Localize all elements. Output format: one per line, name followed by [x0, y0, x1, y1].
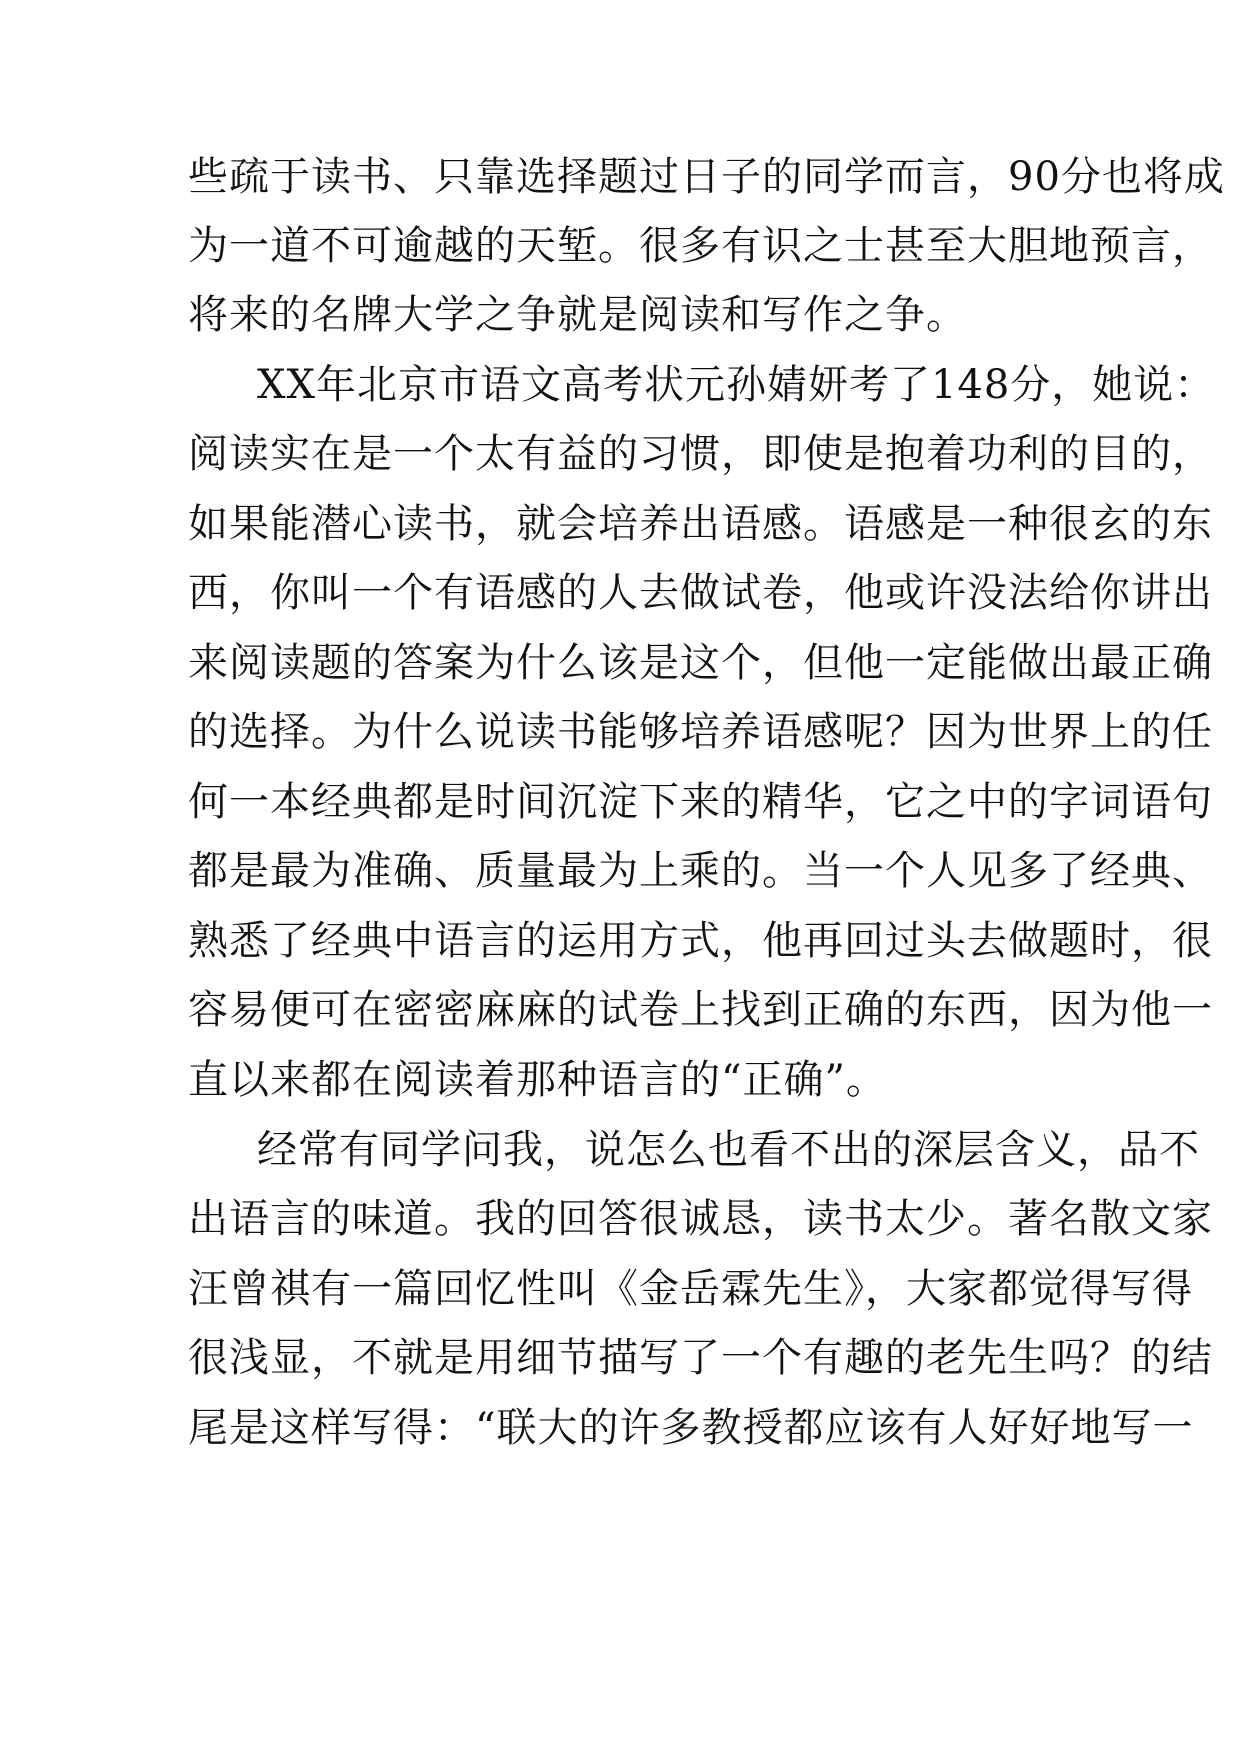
- text-line-12: 熟悉了经典中语言的运用方式，他再回过头去做题时，很: [188, 918, 1213, 964]
- paragraph-start-line-4: XX年北京市语文高考状元孙婧妍考了148分，她说：: [257, 362, 1216, 408]
- text-line-10: 何一本经典都是时间沉淀下来的精华，它之中的字词语句: [188, 779, 1213, 825]
- text-line-11: 都是最为准确、质量最为上乘的。当一个人见多了经典、: [188, 848, 1213, 894]
- text-line-9: 的选择。为什么说读书能够培养语感呢？因为世界上的任: [188, 709, 1213, 755]
- text-line-16: 出语言的味道。我的回答很诚恳，读书太少。著名散文家: [188, 1196, 1213, 1242]
- text-line-2: 为一道不可逾越的天堑。很多有识之士甚至大胆地预言，: [188, 223, 1213, 269]
- text-line-18: 很浅显，不就是用细节描写了一个有趣的老先生吗？的结: [188, 1335, 1213, 1381]
- text-line-13: 容易便可在密密麻麻的试卷上找到正确的东西，因为他一: [188, 987, 1213, 1033]
- text-line-17: 汪曾祺有一篇回忆性叫《金岳霖先生》，大家都觉得写得: [188, 1266, 1193, 1312]
- text-line-3: 将来的名牌大学之争就是阅读和写作之争。: [188, 292, 967, 338]
- text-line-7: 西，你叫一个有语感的人去做试卷，他或许没法给你讲出: [188, 570, 1213, 616]
- text-line-5: 阅读实在是一个太有益的习惯，即使是抱着功利的目的，: [188, 431, 1213, 477]
- text-line-6: 如果能潜心读书，就会培养出语感。语感是一种很玄的东: [188, 501, 1213, 547]
- text-line-14: 直以来都在阅读着那种语言的“正确”。: [188, 1057, 887, 1103]
- text-line-8: 来阅读题的答案为什么该是这个，但他一定能做出最正确: [188, 640, 1213, 686]
- text-line-19: 尾是这样写得：“联大的许多教授都应该有人好好地写一: [188, 1405, 1194, 1451]
- text-line-1: 些疏于读书、只靠选择题过日子的同学而言，90分也将成: [188, 154, 1225, 200]
- paragraph-start-line-15: 经常有同学问我，说怎么也看不出的深层含义，品不: [257, 1127, 1200, 1173]
